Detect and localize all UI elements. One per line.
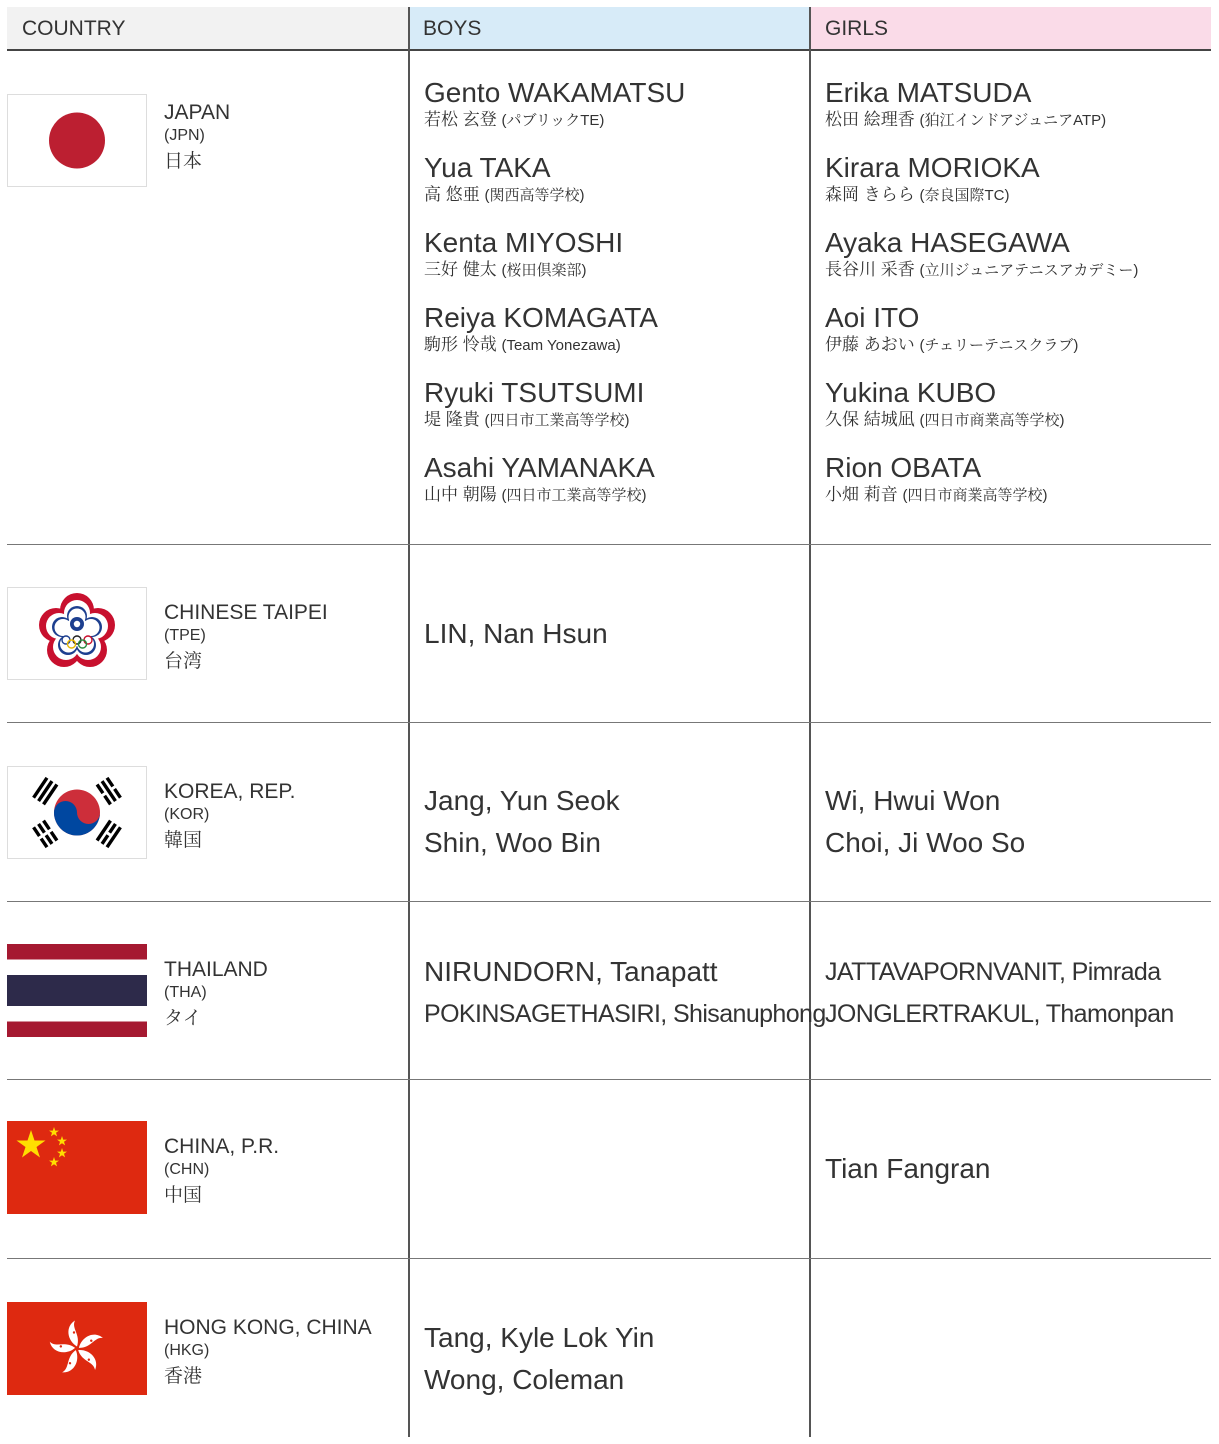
player-name-jp: 駒形 怜哉 — [424, 335, 497, 354]
list-item — [424, 452, 685, 527]
china-flag-icon — [7, 1121, 147, 1214]
player-club: (立川ジュニアテニスアカデミー) — [919, 262, 1139, 279]
girls-list — [825, 951, 1174, 1035]
player-club: (パブリックTE) — [501, 112, 605, 129]
boys-list — [424, 951, 826, 1035]
table-row — [7, 1080, 1211, 1258]
table-row — [7, 545, 1211, 722]
country-name: CHINESE TAIPEI — [164, 601, 328, 624]
country-name: JAPAN — [164, 101, 231, 124]
list-item: Shin, Woo Bin — [424, 827, 601, 858]
player-name: Erika MATSUDA — [825, 77, 1032, 108]
player-club: (四日市商業高等学校) — [919, 412, 1065, 429]
list-item — [424, 227, 685, 302]
boys-list — [424, 77, 685, 527]
list-item — [424, 77, 685, 152]
country-code: (HKG) — [164, 1342, 210, 1359]
boys-list — [424, 1317, 654, 1401]
header-country: COUNTRY — [7, 7, 408, 51]
player-club: (狛江インドアジュニアATP) — [919, 112, 1107, 129]
country-name: KOREA, REP. — [164, 780, 296, 803]
table-row — [7, 723, 1211, 901]
list-item: Choi, Ji Woo So — [825, 827, 1026, 858]
boys-list — [424, 613, 608, 655]
player-club: (関西高等学校) — [484, 187, 585, 204]
girls-list — [825, 1148, 991, 1190]
chinese-taipei-flag-icon — [7, 587, 147, 680]
country-code: (JPN) — [164, 127, 205, 144]
list-item: NIRUNDORN, Tanapatt — [424, 956, 718, 987]
player-club: (四日市工業高等学校) — [484, 412, 630, 429]
list-item: Tian Fangran — [825, 1153, 991, 1184]
list-item — [424, 302, 685, 377]
list-item: Jang, Yun Seok — [424, 785, 620, 816]
country-name: HONG KONG, CHINA — [164, 1316, 372, 1339]
entry-table — [7, 7, 1211, 1437]
girls-list — [825, 780, 1025, 864]
player-name: Gento WAKAMATSU — [424, 77, 686, 108]
country-name-jp: 日本 — [164, 151, 203, 172]
japan-flag-icon — [7, 94, 147, 187]
player-club: (チェリーテニスクラブ) — [919, 337, 1079, 354]
country-name-jp: 中国 — [164, 1185, 203, 1206]
list-item — [825, 302, 1138, 377]
country-code: (THA) — [164, 984, 207, 1001]
player-name-jp: 伊藤 あおい — [825, 335, 915, 354]
player-name: Yukina KUBO — [825, 377, 997, 408]
list-item: Tang, Kyle Lok Yin — [424, 1322, 655, 1353]
player-club: (桜田倶楽部) — [501, 262, 587, 279]
player-name-jp: 堤 隆貴 — [424, 410, 480, 429]
player-name: Kirara MORIOKA — [825, 152, 1040, 183]
player-club: (奈良国際TC) — [919, 187, 1010, 204]
player-name-jp: 久保 結城凪 — [825, 410, 915, 429]
country-name-jp: 韓国 — [164, 830, 203, 851]
list-item — [825, 377, 1138, 452]
country-name-jp: タイ — [164, 1008, 202, 1029]
list-item: Wong, Coleman — [424, 1364, 625, 1395]
list-item — [825, 77, 1138, 152]
table-row — [7, 902, 1211, 1079]
player-name: Asahi YAMANAKA — [424, 452, 655, 483]
player-name-jp: 三好 健太 — [424, 260, 497, 279]
boys-list — [424, 780, 620, 864]
player-club: (Team Yonezawa) — [501, 337, 621, 354]
thailand-flag-icon — [7, 944, 147, 1037]
player-name-jp: 高 悠亜 — [424, 185, 480, 204]
player-name: Aoi ITO — [825, 302, 920, 333]
player-name-jp: 森岡 きらら — [825, 185, 915, 204]
player-name-jp: 若松 玄登 — [424, 110, 497, 129]
player-name-jp: 山中 朝陽 — [424, 485, 497, 504]
hong-kong-flag-icon — [7, 1302, 147, 1395]
player-name-jp: 小畑 莉音 — [825, 485, 898, 504]
list-item — [825, 152, 1138, 227]
list-item — [825, 452, 1138, 527]
player-club: (四日市商業高等学校) — [902, 487, 1048, 504]
header-boys: BOYS — [408, 7, 810, 51]
country-code: (CHN) — [164, 1161, 210, 1178]
player-club: (四日市工業高等学校) — [501, 487, 647, 504]
list-item: JATTAVAPORNVANIT, Pimrada — [825, 958, 1161, 986]
player-name-jp: 長谷川 采香 — [825, 260, 915, 279]
list-item — [424, 377, 685, 452]
player-name: Yua TAKA — [424, 152, 551, 183]
player-name: Reiya KOMAGATA — [424, 302, 658, 333]
table-row — [7, 51, 1211, 544]
header-girls: GIRLS — [810, 7, 1211, 51]
girls-list — [825, 77, 1138, 527]
player-name: Ayaka HASEGAWA — [825, 227, 1070, 258]
player-name: Kenta MIYOSHI — [424, 227, 624, 258]
country-name-jp: 香港 — [164, 1366, 203, 1387]
country-code: (TPE) — [164, 627, 206, 644]
country-name-jp: 台湾 — [164, 651, 203, 672]
player-name: Ryuki TSUTSUMI — [424, 377, 645, 408]
korea-flag-icon — [7, 766, 147, 859]
country-name: THAILAND — [164, 958, 268, 981]
table-row — [7, 1259, 1211, 1437]
country-code: (KOR) — [164, 806, 210, 823]
player-name: Rion OBATA — [825, 452, 982, 483]
country-name: CHINA, P.R. — [164, 1135, 280, 1158]
list-item — [424, 152, 685, 227]
list-item — [825, 227, 1138, 302]
list-item: POKINSAGETHASIRI, Shisanuphong — [424, 1000, 826, 1028]
list-item: Wi, Hwui Won — [825, 785, 1001, 816]
list-item: LIN, Nan Hsun — [424, 618, 608, 649]
player-name-jp: 松田 絵理香 — [825, 110, 915, 129]
list-item: JONGLERTRAKUL, Thamonpan — [825, 1000, 1174, 1028]
